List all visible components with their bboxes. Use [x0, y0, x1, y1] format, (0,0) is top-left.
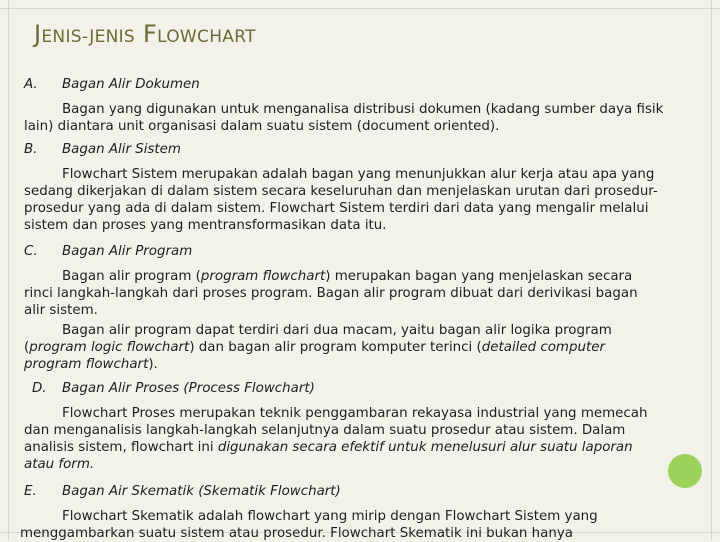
- section-e-heading: E. Bagan Air Skematik (Skematik Flowchart): [24, 484, 341, 499]
- section-b-text-line: sedang dikerjakan di dalam sistem secara keseluruhan dan menjelaskan urutan dari prosedur-: [24, 184, 658, 199]
- section-e-text-line: Flowchart Skematik adalah flowchart yang mirip dengan Flowchart Sistem yang: [62, 509, 598, 524]
- section-b-text-line: sistem dan proses yang mentransformasikan data itu.: [24, 218, 387, 233]
- frame-line-left: [8, 0, 9, 540]
- section-b-heading: B. Bagan Alir Sistem: [24, 142, 181, 157]
- section-a-heading: A. Bagan Alir Dokumen: [24, 77, 200, 92]
- section-c-text-line: (program logic flowchart) dan bagan alir program komputer terinci (detailed computer: [24, 340, 605, 355]
- frame-line-right: [711, 0, 712, 540]
- section-c-text-line: alir sistem.: [24, 303, 98, 318]
- section-a-text-line: Bagan yang digunakan untuk menganalisa distribusi dokumen (kadang sumber daya fisik: [62, 102, 664, 117]
- decorative-green-circle: [668, 454, 702, 488]
- section-c-text-line: Bagan alir program dapat terdiri dari dua macam, yaitu bagan alir logika program: [62, 323, 612, 338]
- section-d-text-line: dan menganalisis langkah-langkah selanjutnya dalam suatu prosedur atau sistem. Dalam: [24, 423, 626, 438]
- section-c-text-line: Bagan alir program (program flowchart) merupakan bagan yang menjelaskan secara: [62, 269, 633, 284]
- section-c-text-line: rinci langkah-langkah dari proses program. Bagan alir program dibuat dari derivikasi bagan: [24, 286, 638, 301]
- section-d-heading: D. Bagan Alir Proses (Process Flowchart): [32, 381, 315, 396]
- section-d-text-line: Flowchart Proses merupakan teknik penggambaran rekayasa industrial yang memecah: [62, 406, 648, 421]
- section-d-text-line: atau form.: [24, 457, 95, 472]
- section-e-text-line: menggambarkan suatu sistem atau prosedur. Flowchart Skematik ini bukan hanya: [20, 526, 573, 541]
- section-b-text-line: prosedur yang ada di dalam sistem. Flowchart Sistem terdiri dari data yang mengalir melalui: [24, 201, 649, 216]
- frame-line-top: [0, 8, 720, 9]
- slide-title: JENIS-JENIS FLOWCHART: [34, 20, 256, 48]
- section-c-text-line: program flowchart).: [24, 357, 158, 372]
- section-c-heading: C. Bagan Alir Program: [24, 244, 193, 259]
- section-a-text-line: lain) diantara unit organisasi dalam suatu sistem (document oriented).: [24, 119, 500, 134]
- section-d-text-line: analisis sistem, flowchart ini digunakan secara efektif untuk menelusuri alur suatu laporan: [24, 440, 633, 455]
- section-b-text-line: Flowchart Sistem merupakan adalah bagan yang menunjukkan alur kerja atau apa yang: [62, 167, 655, 182]
